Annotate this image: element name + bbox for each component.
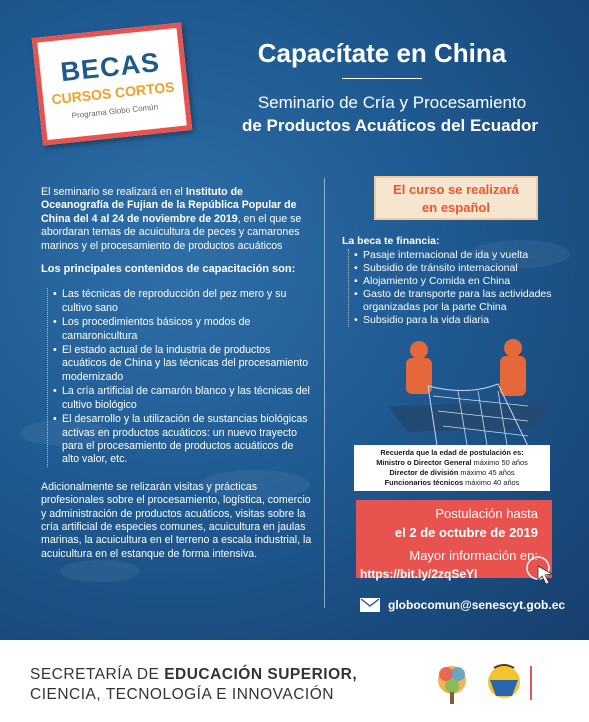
list-item: • Gasto de transporte para las actividades organizadas por la parte China: [357, 288, 580, 314]
subtitle-line2: de Productos Acuáticos del Ecuador: [242, 116, 538, 135]
intro-institute: Instituto de Oceanografía de Fujian de la República Popular de China del 4 al 24 de noviembre de 2019: [41, 186, 297, 225]
footer-line1: [30, 666, 357, 684]
age-role: Ministro o Director General: [376, 458, 472, 467]
left-column: [41, 186, 313, 571]
title-divider: [342, 78, 422, 79]
footer-bold: EDUCACIÓN SUPERIOR,: [164, 666, 358, 683]
age-limits-box: [354, 445, 550, 491]
age-role: Director de división: [389, 468, 459, 477]
footer-line2: CIENCIA, TECNOLOGÍA E INNOVACIÓN: [30, 686, 334, 703]
age-intro: Recuerda que la edad de postulación es:: [380, 448, 524, 457]
finance-list: [348, 249, 580, 327]
list-item: • Pasaje internacional de ida y vuelta: [357, 249, 580, 262]
contents-heading: Los principales contenidos de capacitación son:: [41, 263, 296, 276]
language-line1: El curso se realizará: [393, 182, 519, 197]
contact-email[interactable]: globocomun@senescyt.gob.ec: [388, 598, 566, 612]
subtitle-line1: Seminario de Cría y Procesamiento: [257, 93, 527, 112]
deadline-box: [356, 500, 552, 581]
age-row: [354, 478, 550, 488]
intro-paragraph: [41, 186, 313, 253]
list-item: • El desarrollo y la utilización de sustancias biológicas activas en productos acuáticos: un nuevo trayecto para el procesamiento de productos acuáticos de alto valor, etc.: [56, 413, 313, 467]
more-info-label: Mayor información en:: [409, 548, 538, 563]
list-item: • Subsidio para la vida diaria: [357, 314, 580, 327]
intro-suffix: , en el que se abordaran temas de acuicultura de peces y camarones marinos y el procesamiento de productos acuáticos: [41, 212, 302, 252]
contact-row: [360, 598, 565, 612]
badge-subtitle: CURSOS CORTOS: [50, 78, 176, 108]
badge-program: Programa Globo Común: [71, 102, 159, 121]
visits-paragraph: Adicionalmente se relizarán visitas y prácticas profesionales sobre el procesamiento, logística, comercio y administración de productos acuáticos, visitas sobre la cría artificial de especies comunes, acuicultura en jaulas marinas, la acuicultura en el terreno a escala industrial, la acuicultura en el estanque de forma intensiva.: [41, 480, 312, 560]
footer-prefix: SECRETARÍA DE: [30, 666, 165, 683]
finance-heading: La beca te financia:: [342, 235, 440, 247]
age-limit: máximo 45 años: [460, 468, 515, 477]
list-item: • Alojamiento y Comida en China: [357, 275, 580, 288]
list-item: • Los procedimientos básicos y modos de camaronicultura: [56, 316, 313, 343]
age-limit: máximo 40 años: [465, 478, 520, 487]
list-item: • El estado actual de la industria de productos acuáticos de China y las técnicas del procesamiento modernizado: [56, 344, 313, 384]
age-role: Funcionarios técnicos: [384, 478, 464, 487]
age-row: [354, 468, 550, 478]
column-divider: [324, 178, 325, 608]
list-item: • Subsidio de tránsito internacional: [357, 262, 580, 275]
list-item: • Las técnicas de reproducción del pez mero y su cultivo sano: [56, 288, 313, 315]
language-line2: en español: [422, 200, 490, 215]
becas-badge: [32, 22, 192, 145]
language-box: [374, 176, 538, 220]
badge-title: BECAS: [59, 46, 162, 88]
contents-list: [47, 288, 313, 466]
deadline-date: el 2 de octubre de 2019: [394, 525, 538, 540]
deadline-label: Postulación hasta: [435, 506, 538, 521]
list-item: • La cría artificial de camarón blanco y las técnicas del cultivo biológico: [56, 385, 313, 412]
mail-icon: [360, 598, 380, 612]
more-info-link[interactable]: https://bit.ly/2zqSeYl: [360, 567, 478, 581]
fishermen-illustration: [378, 336, 558, 454]
age-row: [354, 458, 550, 468]
page-title: Capacítate en China: [257, 38, 507, 68]
government-logos: [434, 660, 564, 708]
cursor-click-icon: [526, 556, 556, 586]
age-limit: máximo 50 años: [473, 458, 528, 467]
intro-prefix: El seminario se realizará en el: [41, 186, 186, 198]
